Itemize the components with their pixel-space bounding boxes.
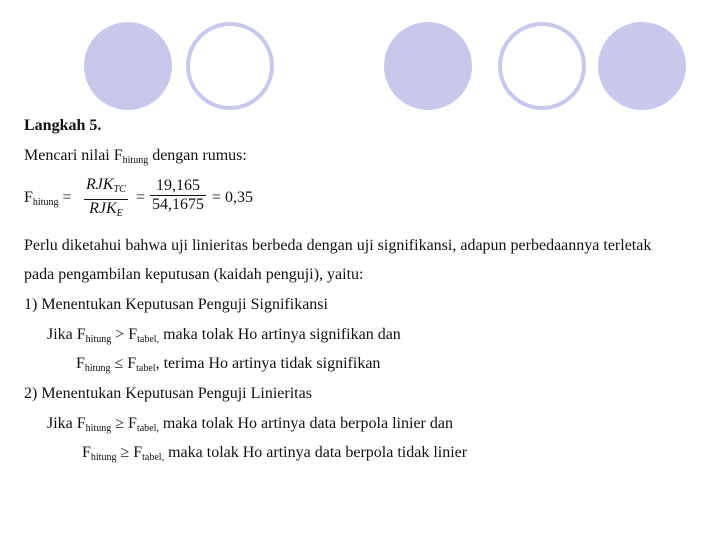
formula-lhs: $F_{hitung}$ = bbox=[24, 189, 72, 208]
formula-fraction-numeric: $\frac{19,165}{54,1675}$ bbox=[152, 177, 204, 213]
decor-circle-filled bbox=[84, 22, 172, 110]
formula-fraction-symbolic: $RJK_{TC}$ $RJK_E$ bbox=[84, 176, 128, 223]
decor-circle-ring bbox=[186, 22, 274, 110]
list-item-1-title: 1) Menentukan Keputusan Penguji Signifikansi bbox=[24, 296, 328, 313]
paragraph-line-1: Perlu diketahui bahwa uji linieritas berbeda dengan uji signifikansi, adapun perbedaannya terletak bbox=[24, 237, 652, 254]
decor-circle-filled bbox=[384, 22, 472, 110]
intro-text: Mencari nilai $F_{hitung}$ dengan rumus: bbox=[24, 147, 247, 166]
list-item-1-rule-2: $F_{hitung} \le F_{tabel}$, terima Ho artinya tidak signifikan bbox=[76, 355, 381, 374]
list-item-2-rule-1: Jika $F_{hitung} \ge F_{tabel,}$ maka tolak Ho artinya data berpola linier dan bbox=[47, 415, 453, 434]
list-item-2-rule-2: $F_{hitung} \ge F_{tabel,}$ maka tolak Ho artinya data berpola tidak linier bbox=[82, 444, 468, 463]
list-item-2-title: 2) Menentukan Keputusan Penguji Linieritas bbox=[24, 385, 312, 402]
formula-equals: = bbox=[136, 189, 146, 206]
formula-result: = 0,35 bbox=[212, 189, 254, 206]
decor-circle-ring bbox=[498, 22, 586, 110]
decor-circle-filled bbox=[598, 22, 686, 110]
list-item-1-rule-1: Jika $F_{hitung} > F_{tabel,}$ maka tolak Ho artinya signifikan dan bbox=[47, 326, 401, 345]
paragraph-line-2: pada pengambilan keputusan (kaidah penguji), yaitu: bbox=[24, 266, 364, 283]
step-heading: Langkah 5. bbox=[24, 117, 102, 134]
